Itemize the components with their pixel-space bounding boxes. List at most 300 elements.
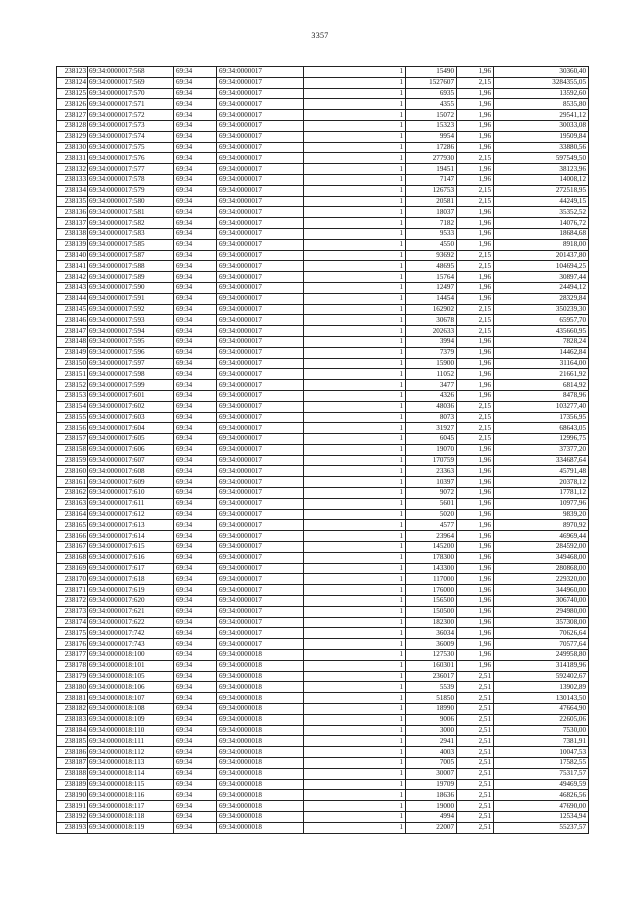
cadastral-number-cell: 69:34:0000017:576 <box>88 153 174 164</box>
row-number-cell: 238142 <box>57 272 88 283</box>
quarter-number-cell: 69:34:0000017 <box>217 196 304 207</box>
area-cell: 145200 <box>406 542 457 553</box>
rate-cell: 2,15 <box>457 77 494 88</box>
quarter-number-cell: 69:34:0000017 <box>217 153 304 164</box>
table-row <box>57 261 589 272</box>
row-number-cell: 238162 <box>57 488 88 499</box>
district-code-cell: 69:34 <box>174 77 217 88</box>
cadastral-value-cell: 17356,95 <box>494 412 589 423</box>
cadastral-number-cell: 69:34:0000017:609 <box>88 477 174 488</box>
rate-cell: 2,51 <box>457 671 494 682</box>
rate-cell: 1,96 <box>457 455 494 466</box>
district-code-cell: 69:34 <box>174 239 217 250</box>
quarter-number-cell: 69:34:0000017 <box>217 185 304 196</box>
rate-cell: 1,96 <box>457 99 494 110</box>
area-cell: 4003 <box>406 747 457 758</box>
cadastral-value-cell: 29541,12 <box>494 110 589 121</box>
district-code-cell: 69:34 <box>174 509 217 520</box>
quarter-number-cell: 69:34:0000018 <box>217 801 304 812</box>
rate-cell: 1,96 <box>457 390 494 401</box>
cadastral-number-cell: 69:34:0000017:590 <box>88 282 174 293</box>
quarter-number-cell: 69:34:0000017 <box>217 401 304 412</box>
count-cell: 1 <box>304 466 406 477</box>
rate-cell: 1,96 <box>457 218 494 229</box>
count-cell: 1 <box>304 412 406 423</box>
row-number-cell: 238172 <box>57 596 88 607</box>
cadastral-number-cell: 69:34:0000018:100 <box>88 650 174 661</box>
area-cell: 5539 <box>406 682 457 693</box>
count-cell: 1 <box>304 455 406 466</box>
rate-cell: 2,15 <box>457 304 494 315</box>
quarter-number-cell: 69:34:0000017 <box>217 434 304 445</box>
row-number-cell: 238149 <box>57 347 88 358</box>
count-cell: 1 <box>304 380 406 391</box>
table-row <box>57 315 589 326</box>
row-number-cell: 238133 <box>57 174 88 185</box>
row-number-cell: 238190 <box>57 790 88 801</box>
row-number-cell: 238181 <box>57 693 88 704</box>
area-cell: 7005 <box>406 758 457 769</box>
district-code-cell: 69:34 <box>174 693 217 704</box>
table-row <box>57 682 589 693</box>
count-cell: 1 <box>304 660 406 671</box>
table-row <box>57 531 589 542</box>
count-cell: 1 <box>304 218 406 229</box>
area-cell: 19709 <box>406 779 457 790</box>
quarter-number-cell: 69:34:0000017 <box>217 207 304 218</box>
row-number-cell: 238185 <box>57 736 88 747</box>
count-cell: 1 <box>304 444 406 455</box>
area-cell: 7147 <box>406 174 457 185</box>
quarter-number-cell: 69:34:0000018 <box>217 682 304 693</box>
cadastral-number-cell: 69:34:0000017:599 <box>88 380 174 391</box>
district-code-cell: 69:34 <box>174 704 217 715</box>
cadastral-number-cell: 69:34:0000017:601 <box>88 390 174 401</box>
cadastral-value-cell: 6814,92 <box>494 380 589 391</box>
cadastral-value-cell: 344960,00 <box>494 585 589 596</box>
area-cell: 9533 <box>406 228 457 239</box>
district-code-cell: 69:34 <box>174 477 217 488</box>
cadastral-value-cell: 47664,90 <box>494 704 589 715</box>
cadastral-value-cell: 44249,15 <box>494 196 589 207</box>
row-number-cell: 238157 <box>57 434 88 445</box>
row-number-cell: 238183 <box>57 714 88 725</box>
quarter-number-cell: 69:34:0000017 <box>217 531 304 542</box>
rate-cell: 1,96 <box>457 207 494 218</box>
table-row <box>57 67 589 78</box>
district-code-cell: 69:34 <box>174 185 217 196</box>
cadastral-value-cell: 22605,06 <box>494 714 589 725</box>
area-cell: 143300 <box>406 563 457 574</box>
cadastral-number-cell: 69:34:0000017:617 <box>88 563 174 574</box>
area-cell: 6045 <box>406 434 457 445</box>
table-row <box>57 585 589 596</box>
quarter-number-cell: 69:34:0000018 <box>217 714 304 725</box>
district-code-cell: 69:34 <box>174 423 217 434</box>
district-code-cell: 69:34 <box>174 401 217 412</box>
cadastral-value-cell: 13592,60 <box>494 88 589 99</box>
district-code-cell: 69:34 <box>174 261 217 272</box>
rate-cell: 1,96 <box>457 336 494 347</box>
district-code-cell: 69:34 <box>174 606 217 617</box>
quarter-number-cell: 69:34:0000017 <box>217 606 304 617</box>
row-number-cell: 238135 <box>57 196 88 207</box>
table-row <box>57 596 589 607</box>
quarter-number-cell: 69:34:0000018 <box>217 660 304 671</box>
rate-cell: 2,51 <box>457 758 494 769</box>
area-cell: 30007 <box>406 768 457 779</box>
area-cell: 156500 <box>406 596 457 607</box>
row-number-cell: 238128 <box>57 120 88 131</box>
rate-cell: 2,51 <box>457 768 494 779</box>
district-code-cell: 69:34 <box>174 801 217 812</box>
row-number-cell: 238132 <box>57 164 88 175</box>
row-number-cell: 238156 <box>57 423 88 434</box>
district-code-cell: 69:34 <box>174 282 217 293</box>
district-code-cell: 69:34 <box>174 131 217 142</box>
rate-cell: 2,51 <box>457 822 494 833</box>
quarter-number-cell: 69:34:0000017 <box>217 423 304 434</box>
row-number-cell: 238152 <box>57 380 88 391</box>
district-code-cell: 69:34 <box>174 768 217 779</box>
row-number-cell: 238173 <box>57 606 88 617</box>
area-cell: 18990 <box>406 704 457 715</box>
cadastral-value-cell: 75317,57 <box>494 768 589 779</box>
rate-cell: 1,96 <box>457 531 494 542</box>
district-code-cell: 69:34 <box>174 228 217 239</box>
area-cell: 15490 <box>406 67 457 78</box>
rate-cell: 2,15 <box>457 412 494 423</box>
quarter-number-cell: 69:34:0000017 <box>217 326 304 337</box>
quarter-number-cell: 69:34:0000017 <box>217 542 304 553</box>
cadastral-value-cell: 130143,50 <box>494 693 589 704</box>
cadastral-value-cell: 45791,48 <box>494 466 589 477</box>
rate-cell: 1,96 <box>457 369 494 380</box>
cadastral-number-cell: 69:34:0000017:575 <box>88 142 174 153</box>
area-cell: 36034 <box>406 628 457 639</box>
cadastral-number-cell: 69:34:0000017:608 <box>88 466 174 477</box>
district-code-cell: 69:34 <box>174 811 217 822</box>
count-cell: 1 <box>304 131 406 142</box>
cadastral-value-cell: 3284355,05 <box>494 77 589 88</box>
table-row <box>57 120 589 131</box>
count-cell: 1 <box>304 369 406 380</box>
cadastral-number-cell: 69:34:0000017:619 <box>88 585 174 596</box>
district-code-cell: 69:34 <box>174 822 217 833</box>
table-row <box>57 174 589 185</box>
table-row <box>57 185 589 196</box>
table-row <box>57 110 589 121</box>
rate-cell: 1,96 <box>457 347 494 358</box>
cadastral-number-cell: 69:34:0000018:110 <box>88 725 174 736</box>
row-number-cell: 238165 <box>57 520 88 531</box>
cadastral-value-cell: 7530,00 <box>494 725 589 736</box>
row-number-cell: 238167 <box>57 542 88 553</box>
cadastral-value-cell: 28329,84 <box>494 293 589 304</box>
rate-cell: 1,96 <box>457 444 494 455</box>
district-code-cell: 69:34 <box>174 714 217 725</box>
cadastral-number-cell: 69:34:0000018:106 <box>88 682 174 693</box>
count-cell: 1 <box>304 110 406 121</box>
row-number-cell: 238176 <box>57 639 88 650</box>
cadastral-value-cell: 13902,89 <box>494 682 589 693</box>
cadastral-number-cell: 69:34:0000018:107 <box>88 693 174 704</box>
count-cell: 1 <box>304 207 406 218</box>
cadastral-value-cell: 280868,00 <box>494 563 589 574</box>
cadastral-number-cell: 69:34:0000017:571 <box>88 99 174 110</box>
cadastral-value-cell: 24494,12 <box>494 282 589 293</box>
count-cell: 1 <box>304 801 406 812</box>
area-cell: 8073 <box>406 412 457 423</box>
table-row <box>57 142 589 153</box>
cadastral-value-cell: 229320,00 <box>494 574 589 585</box>
count-cell: 1 <box>304 779 406 790</box>
district-code-cell: 69:34 <box>174 174 217 185</box>
row-number-cell: 238134 <box>57 185 88 196</box>
district-code-cell: 69:34 <box>174 736 217 747</box>
cadastral-number-cell: 69:34:0000017:582 <box>88 218 174 229</box>
count-cell: 1 <box>304 347 406 358</box>
cadastral-number-cell: 69:34:0000018:115 <box>88 779 174 790</box>
district-code-cell: 69:34 <box>174 434 217 445</box>
quarter-number-cell: 69:34:0000018 <box>217 811 304 822</box>
quarter-number-cell: 69:34:0000017 <box>217 218 304 229</box>
row-number-cell: 238184 <box>57 725 88 736</box>
quarter-number-cell: 69:34:0000017 <box>217 574 304 585</box>
cadastral-value-cell: 14008,12 <box>494 174 589 185</box>
quarter-number-cell: 69:34:0000018 <box>217 747 304 758</box>
row-number-cell: 238186 <box>57 747 88 758</box>
count-cell: 1 <box>304 239 406 250</box>
row-number-cell: 238127 <box>57 110 88 121</box>
table-row <box>57 282 589 293</box>
cadastral-number-cell: 69:34:0000017:588 <box>88 261 174 272</box>
count-cell: 1 <box>304 315 406 326</box>
area-cell: 9954 <box>406 131 457 142</box>
cadastral-number-cell: 69:34:0000017:742 <box>88 628 174 639</box>
quarter-number-cell: 69:34:0000017 <box>217 444 304 455</box>
cadastral-number-cell: 69:34:0000017:620 <box>88 596 174 607</box>
district-code-cell: 69:34 <box>174 444 217 455</box>
district-code-cell: 69:34 <box>174 196 217 207</box>
row-number-cell: 238170 <box>57 574 88 585</box>
cadastral-value-table <box>56 66 589 834</box>
table-row <box>57 131 589 142</box>
area-cell: 170759 <box>406 455 457 466</box>
area-cell: 9006 <box>406 714 457 725</box>
district-code-cell: 69:34 <box>174 67 217 78</box>
rate-cell: 1,96 <box>457 228 494 239</box>
rate-cell: 1,96 <box>457 617 494 628</box>
quarter-number-cell: 69:34:0000017 <box>217 164 304 175</box>
rate-cell: 2,15 <box>457 315 494 326</box>
cadastral-value-cell: 37377,20 <box>494 444 589 455</box>
quarter-number-cell: 69:34:0000018 <box>217 768 304 779</box>
district-code-cell: 69:34 <box>174 88 217 99</box>
rate-cell: 2,15 <box>457 401 494 412</box>
rate-cell: 2,51 <box>457 704 494 715</box>
cadastral-number-cell: 69:34:0000017:743 <box>88 639 174 650</box>
area-cell: 162902 <box>406 304 457 315</box>
cadastral-value-cell: 12534,94 <box>494 811 589 822</box>
quarter-number-cell: 69:34:0000017 <box>217 358 304 369</box>
row-number-cell: 238160 <box>57 466 88 477</box>
row-number-cell: 238151 <box>57 369 88 380</box>
count-cell: 1 <box>304 153 406 164</box>
table-row <box>57 466 589 477</box>
area-cell: 182300 <box>406 617 457 628</box>
count-cell: 1 <box>304 585 406 596</box>
cadastral-number-cell: 69:34:0000018:108 <box>88 704 174 715</box>
cadastral-number-cell: 69:34:0000018:111 <box>88 736 174 747</box>
quarter-number-cell: 69:34:0000017 <box>217 99 304 110</box>
row-number-cell: 238161 <box>57 477 88 488</box>
count-cell: 1 <box>304 747 406 758</box>
row-number-cell: 238130 <box>57 142 88 153</box>
row-number-cell: 238171 <box>57 585 88 596</box>
count-cell: 1 <box>304 185 406 196</box>
count-cell: 1 <box>304 768 406 779</box>
area-cell: 202633 <box>406 326 457 337</box>
cadastral-number-cell: 69:34:0000017:613 <box>88 520 174 531</box>
cadastral-value-cell: 314189,96 <box>494 660 589 671</box>
cadastral-number-cell: 69:34:0000017:592 <box>88 304 174 315</box>
count-cell: 1 <box>304 542 406 553</box>
count-cell: 1 <box>304 196 406 207</box>
rate-cell: 1,96 <box>457 142 494 153</box>
cadastral-value-cell: 14462,84 <box>494 347 589 358</box>
rate-cell: 2,51 <box>457 779 494 790</box>
row-number-cell: 238182 <box>57 704 88 715</box>
count-cell: 1 <box>304 88 406 99</box>
district-code-cell: 69:34 <box>174 326 217 337</box>
row-number-cell: 238174 <box>57 617 88 628</box>
table-row <box>57 401 589 412</box>
district-code-cell: 69:34 <box>174 563 217 574</box>
cadastral-number-cell: 69:34:0000017:578 <box>88 174 174 185</box>
district-code-cell: 69:34 <box>174 790 217 801</box>
cadastral-value-cell: 284592,00 <box>494 542 589 553</box>
area-cell: 178300 <box>406 552 457 563</box>
row-number-cell: 238125 <box>57 88 88 99</box>
rate-cell: 2,15 <box>457 423 494 434</box>
row-number-cell: 238168 <box>57 552 88 563</box>
row-number-cell: 238141 <box>57 261 88 272</box>
table-row <box>57 617 589 628</box>
cadastral-number-cell: 69:34:0000017:612 <box>88 509 174 520</box>
row-number-cell: 238164 <box>57 509 88 520</box>
cadastral-value-cell: 49469,59 <box>494 779 589 790</box>
row-number-cell: 238129 <box>57 131 88 142</box>
cadastral-number-cell: 69:34:0000017:622 <box>88 617 174 628</box>
area-cell: 4326 <box>406 390 457 401</box>
table-row <box>57 444 589 455</box>
cadastral-value-cell: 17781,12 <box>494 488 589 499</box>
row-number-cell: 238193 <box>57 822 88 833</box>
cadastral-number-cell: 69:34:0000017:604 <box>88 423 174 434</box>
row-number-cell: 238178 <box>57 660 88 671</box>
count-cell: 1 <box>304 67 406 78</box>
cadastral-value-cell: 12996,75 <box>494 434 589 445</box>
area-cell: 23964 <box>406 531 457 542</box>
table-row <box>57 412 589 423</box>
rate-cell: 2,15 <box>457 196 494 207</box>
row-number-cell: 238150 <box>57 358 88 369</box>
rate-cell: 2,15 <box>457 153 494 164</box>
cadastral-value-cell: 8478,96 <box>494 390 589 401</box>
area-cell: 160301 <box>406 660 457 671</box>
rate-cell: 1,96 <box>457 650 494 661</box>
table-row <box>57 542 589 553</box>
rate-cell: 2,51 <box>457 801 494 812</box>
area-cell: 9072 <box>406 488 457 499</box>
district-code-cell: 69:34 <box>174 272 217 283</box>
area-cell: 93692 <box>406 250 457 261</box>
table-row <box>57 218 589 229</box>
table-row <box>57 801 589 812</box>
quarter-number-cell: 69:34:0000018 <box>217 790 304 801</box>
quarter-number-cell: 69:34:0000018 <box>217 779 304 790</box>
cadastral-number-cell: 69:34:0000018:117 <box>88 801 174 812</box>
cadastral-number-cell: 69:34:0000017:618 <box>88 574 174 585</box>
table-row <box>57 725 589 736</box>
table-row <box>57 336 589 347</box>
table-row <box>57 434 589 445</box>
area-cell: 12497 <box>406 282 457 293</box>
count-cell: 1 <box>304 477 406 488</box>
area-cell: 3994 <box>406 336 457 347</box>
cadastral-number-cell: 69:34:0000018:109 <box>88 714 174 725</box>
quarter-number-cell: 69:34:0000018 <box>217 736 304 747</box>
rate-cell: 1,96 <box>457 606 494 617</box>
count-cell: 1 <box>304 174 406 185</box>
table-row <box>57 99 589 110</box>
rate-cell: 1,96 <box>457 563 494 574</box>
district-code-cell: 69:34 <box>174 574 217 585</box>
district-code-cell: 69:34 <box>174 110 217 121</box>
area-cell: 176000 <box>406 585 457 596</box>
row-number-cell: 238143 <box>57 282 88 293</box>
cadastral-value-cell: 10047,53 <box>494 747 589 758</box>
area-cell: 19000 <box>406 801 457 812</box>
district-code-cell: 69:34 <box>174 488 217 499</box>
cadastral-number-cell: 69:34:0000018:113 <box>88 758 174 769</box>
cadastral-value-cell: 65957,70 <box>494 315 589 326</box>
count-cell: 1 <box>304 758 406 769</box>
district-code-cell: 69:34 <box>174 552 217 563</box>
row-number-cell: 238179 <box>57 671 88 682</box>
row-number-cell: 238131 <box>57 153 88 164</box>
rate-cell: 1,96 <box>457 272 494 283</box>
quarter-number-cell: 69:34:0000017 <box>217 77 304 88</box>
area-cell: 17286 <box>406 142 457 153</box>
area-cell: 126753 <box>406 185 457 196</box>
quarter-number-cell: 69:34:0000017 <box>217 488 304 499</box>
area-cell: 4994 <box>406 811 457 822</box>
rate-cell: 2,15 <box>457 261 494 272</box>
area-cell: 3477 <box>406 380 457 391</box>
rate-cell: 1,96 <box>457 282 494 293</box>
count-cell: 1 <box>304 736 406 747</box>
cadastral-value-cell: 33880,56 <box>494 142 589 153</box>
table-row <box>57 498 589 509</box>
count-cell: 1 <box>304 401 406 412</box>
district-code-cell: 69:34 <box>174 628 217 639</box>
count-cell: 1 <box>304 498 406 509</box>
rate-cell: 2,15 <box>457 326 494 337</box>
table-row <box>57 520 589 531</box>
count-cell: 1 <box>304 326 406 337</box>
